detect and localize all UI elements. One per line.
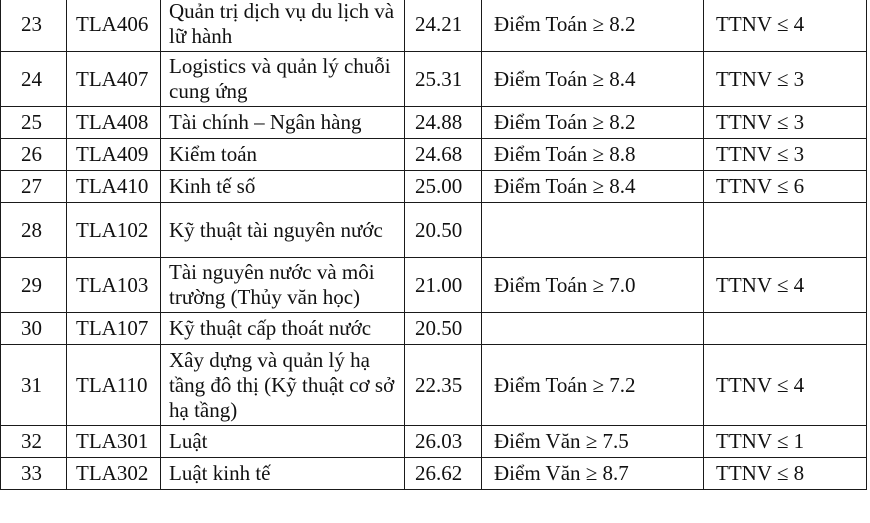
tiebreak-condition: Điểm Toán ≥ 7.2	[482, 345, 704, 426]
tiebreak-condition: Điểm Văn ≥ 7.5	[482, 426, 704, 458]
cutoff-score: 25.31	[405, 52, 482, 107]
row-number: 28	[1, 203, 67, 258]
tiebreak-condition: Điểm Toán ≥ 8.4	[482, 52, 704, 107]
row-number: 27	[1, 171, 67, 203]
table-row	[1, 345, 867, 426]
program-code: TLA302	[67, 458, 161, 490]
cutoff-score: 24.21	[405, 0, 482, 52]
row-number: 25	[1, 107, 67, 139]
tiebreak-condition: Điểm Toán ≥ 8.2	[482, 107, 704, 139]
row-number: 31	[1, 345, 67, 426]
row-number: 23	[1, 0, 67, 52]
tiebreak-condition	[482, 313, 704, 345]
program-name: Kỹ thuật tài nguyên nước	[161, 203, 405, 258]
cutoff-score: 26.03	[405, 426, 482, 458]
wish-order-condition: TTNV ≤ 4	[704, 258, 867, 313]
cutoff-score: 24.68	[405, 139, 482, 171]
table-row	[1, 313, 867, 345]
tiebreak-condition	[482, 203, 704, 258]
program-code: TLA102	[67, 203, 161, 258]
table-row	[1, 171, 867, 203]
program-name: Kinh tế số	[161, 171, 405, 203]
program-name: Luật	[161, 426, 405, 458]
tiebreak-condition: Điểm Toán ≥ 7.0	[482, 258, 704, 313]
program-name: Luật kinh tế	[161, 458, 405, 490]
program-code: TLA407	[67, 52, 161, 107]
wish-order-condition: TTNV ≤ 1	[704, 426, 867, 458]
row-number: 32	[1, 426, 67, 458]
cutoff-score: 26.62	[405, 458, 482, 490]
program-name: Logistics và quản lý chuỗi cung ứng	[161, 52, 405, 107]
table-row	[1, 458, 867, 490]
program-code: TLA406	[67, 0, 161, 52]
tiebreak-condition: Điểm Toán ≥ 8.2	[482, 0, 704, 52]
cutoff-score: 21.00	[405, 258, 482, 313]
wish-order-condition: TTNV ≤ 3	[704, 107, 867, 139]
tiebreak-condition: Điểm Văn ≥ 8.7	[482, 458, 704, 490]
program-name: Quản trị dịch vụ du lịch và lữ hành	[161, 0, 405, 52]
table-row	[1, 107, 867, 139]
row-number: 30	[1, 313, 67, 345]
program-code: TLA110	[67, 345, 161, 426]
program-code: TLA301	[67, 426, 161, 458]
wish-order-condition: TTNV ≤ 4	[704, 345, 867, 426]
table-row	[1, 258, 867, 313]
program-code: TLA103	[67, 258, 161, 313]
program-name: Tài chính – Ngân hàng	[161, 107, 405, 139]
wish-order-condition	[704, 203, 867, 258]
program-code: TLA409	[67, 139, 161, 171]
cutoff-score: 20.50	[405, 313, 482, 345]
row-number: 24	[1, 52, 67, 107]
program-name: Kỹ thuật cấp thoát nước	[161, 313, 405, 345]
wish-order-condition: TTNV ≤ 8	[704, 458, 867, 490]
table-row	[1, 52, 867, 107]
wish-order-condition: TTNV ≤ 6	[704, 171, 867, 203]
program-code: TLA107	[67, 313, 161, 345]
program-code: TLA408	[67, 107, 161, 139]
tiebreak-condition: Điểm Toán ≥ 8.4	[482, 171, 704, 203]
wish-order-condition: TTNV ≤ 3	[704, 52, 867, 107]
table-row	[1, 139, 867, 171]
table-row	[1, 426, 867, 458]
program-name: Xây dựng và quản lý hạ tầng đô thị (Kỹ thuật cơ sở hạ tầng)	[161, 345, 405, 426]
wish-order-condition: TTNV ≤ 4	[704, 0, 867, 52]
tiebreak-condition: Điểm Toán ≥ 8.8	[482, 139, 704, 171]
cutoff-score: 24.88	[405, 107, 482, 139]
wish-order-condition	[704, 313, 867, 345]
cutoff-score: 25.00	[405, 171, 482, 203]
table-row	[1, 0, 867, 52]
row-number: 29	[1, 258, 67, 313]
program-name: Kiểm toán	[161, 139, 405, 171]
cutoff-score: 22.35	[405, 345, 482, 426]
program-code: TLA410	[67, 171, 161, 203]
row-number: 26	[1, 139, 67, 171]
cutoff-score: 20.50	[405, 203, 482, 258]
table-row	[1, 203, 867, 258]
row-number: 33	[1, 458, 67, 490]
program-name: Tài nguyên nước và môi trường (Thủy văn học)	[161, 258, 405, 313]
wish-order-condition: TTNV ≤ 3	[704, 139, 867, 171]
